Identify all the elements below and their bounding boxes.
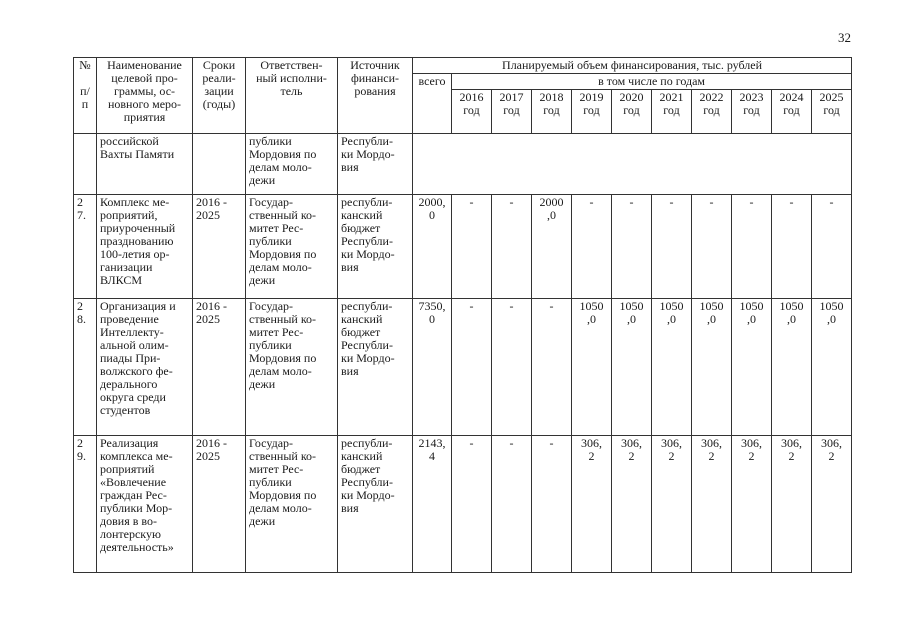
row-year-value: - [692,195,732,299]
row-year-value: 1050 ,0 [612,299,652,436]
row-year-value: - [532,299,572,436]
row-terms: 2016 - 2025 [193,299,246,436]
row-year-value: - [532,436,572,573]
row-year-value: 1050 ,0 [732,299,772,436]
row-source: республи- канский бюджет Республи- ки Мордо- вия [338,299,413,436]
row-num: 2 7. [74,195,97,299]
header-year: 2025 год [812,90,852,134]
row-year-value: - [492,299,532,436]
row-year-value: - [452,299,492,436]
row-year-value: - [572,195,612,299]
header-funding: Планируемый объем финансирования, тыс. рублей [413,58,852,74]
row-year-value: 306, 2 [772,436,812,573]
row-year-value: 306, 2 [692,436,732,573]
row-responsible: Государ- ственный ко- митет Рес- публики Мордовия по делам моло- дежи [246,299,338,436]
row-responsible: Государ- ственный ко- митет Рес- публики Мордовия по делам моло- дежи [246,436,338,573]
row-num: 2 9. [74,436,97,573]
header-source: Источник финанси- рования [338,58,413,134]
row-year-value: - [732,195,772,299]
header-by-years: в том числе по годам [452,74,852,90]
row-year-value: 1050 ,0 [772,299,812,436]
header-total: всего [413,74,452,134]
row-year-value: - [492,436,532,573]
row-total: 7350, 0 [413,299,452,436]
row-year-value: 306, 2 [572,436,612,573]
header-year: 2022 год [692,90,732,134]
row-source: Республи- ки Мордо- вия [338,134,413,195]
header-year: 2023 год [732,90,772,134]
row-name: российской Вахты Памяти [97,134,193,195]
row-year-value: 1050 ,0 [652,299,692,436]
row-source: республи- канский бюджет Республи- ки Мордо- вия [338,195,413,299]
table-row [74,134,852,195]
row-terms: 2016 - 2025 [193,436,246,573]
row-year-value: - [492,195,532,299]
row-name: Комплекс ме- роприятий, приуроченный празднованию 100-летия ор- ганизации ВЛКСМ [97,195,193,299]
row-year-value: 1050 ,0 [692,299,732,436]
header-year: 2018 год [532,90,572,134]
row-year-value: 306, 2 [612,436,652,573]
header-year: 2016 год [452,90,492,134]
row-year-value: - [812,195,852,299]
header-responsible: Ответствен- ный исполни- тель [246,58,338,134]
header-num: № п/ п [74,58,97,134]
header-year: 2021 год [652,90,692,134]
row-responsible: Государ- ственный ко- митет Рес- публики Мордовия по делам моло- дежи [246,195,338,299]
row-year-value: - [612,195,652,299]
page-number: 32 [838,30,851,45]
row-total: 2000, 0 [413,195,452,299]
row-year-value: 1050 ,0 [572,299,612,436]
row-year-value: 1050 ,0 [812,299,852,436]
row-year-value: - [772,195,812,299]
row-total: 2143, 4 [413,436,452,573]
row-name: Реализация комплекса ме- роприятий «Вовлечение граждан Рес- публики Мор- довия в во- лонтерскую деятельность» [97,436,193,573]
row-year-value: - [452,195,492,299]
row-year-value: - [652,195,692,299]
table-row [74,436,852,573]
row-source: республи- канский бюджет Республи- ки Мордо- вия [338,436,413,573]
row-year-value: - [452,436,492,573]
table-row [74,299,852,436]
row-num: 2 8. [74,299,97,436]
header-terms: Сроки реали- зации (годы) [193,58,246,134]
row-year-value: 306, 2 [812,436,852,573]
header-name: Наименование целевой про- граммы, ос- новного меро- приятия [97,58,193,134]
header-year: 2019 год [572,90,612,134]
header-year: 2020 год [612,90,652,134]
header-year: 2024 год [772,90,812,134]
row-year-value: 306, 2 [732,436,772,573]
header-year: 2017 год [492,90,532,134]
table-row [74,195,852,299]
row-responsible: публики Мордовия по делам моло- дежи [246,134,338,195]
row-name: Организация и проведение Интеллекту- альной олим- пиады При- волжского фе- дерального округа среди студентов [97,299,193,436]
row-year-value: 306, 2 [652,436,692,573]
funding-table [73,57,852,573]
row-year-value: 2000 ,0 [532,195,572,299]
row-terms: 2016 - 2025 [193,195,246,299]
